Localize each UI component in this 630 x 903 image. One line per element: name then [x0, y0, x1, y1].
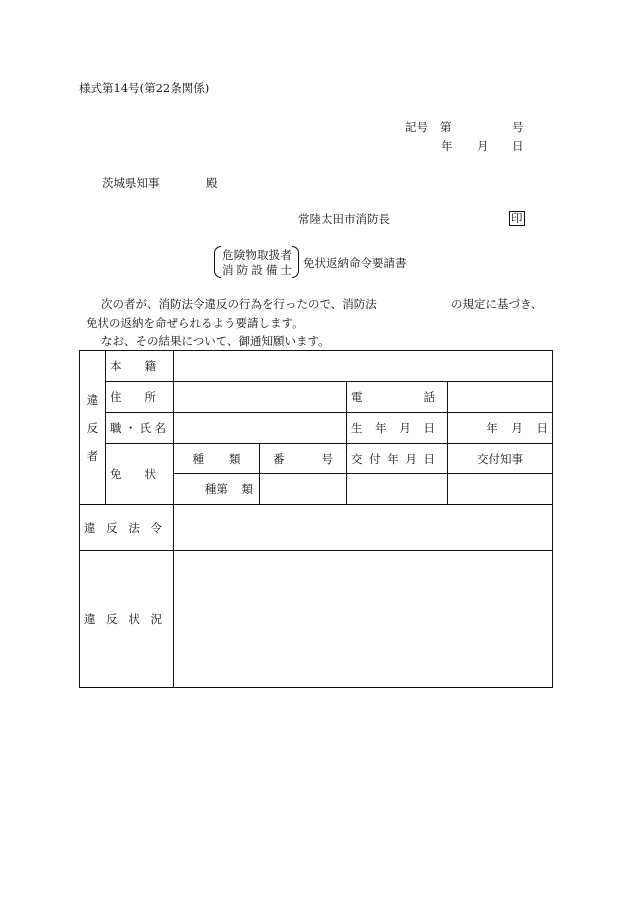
shu-dai-rui-cell: [174, 474, 260, 505]
birth-ymd: 年 月 日: [486, 421, 548, 435]
right-bracket: [292, 246, 299, 278]
body-line1-a: 次の者が、消防法令違反の行為を行ったので、消防法: [101, 297, 377, 311]
date-month: 月: [477, 139, 489, 153]
kofu-chiji-label: 交付知事: [477, 451, 523, 466]
denwa-value: [448, 382, 553, 413]
ref-go: 号: [512, 120, 524, 134]
shimei-label: 職・氏名: [110, 421, 166, 435]
ihan-jokyo-label-cell: [80, 551, 174, 688]
menjo-label: 免状: [110, 467, 156, 481]
denwa-label-cell: [347, 382, 448, 413]
shu-dai-rui: 種第 類: [204, 482, 253, 496]
jusho-label: 住所: [110, 390, 156, 404]
form-number: 様式第14号(第22条関係): [79, 81, 210, 95]
shurui-label: 種類: [192, 451, 241, 466]
kofu-chiji-label-cell: [448, 444, 553, 474]
violator-char-3: 者: [86, 448, 99, 463]
document-title: 免状返納命令要請書: [303, 256, 407, 270]
honseki-value: [174, 351, 553, 382]
sender-name: 常陸太田市消防長: [298, 212, 390, 226]
violator-char-2: 反: [86, 420, 99, 435]
title-bracket-line1: 危険物取扱者: [222, 248, 292, 262]
kofu-date-label-cell: [347, 444, 448, 474]
kofu-date-label: 交付年月日: [351, 451, 435, 466]
honseki-label: 本籍: [110, 359, 156, 373]
kofu-chiji-value: [448, 474, 553, 505]
birth-value: [448, 413, 553, 444]
date-year: 年: [441, 139, 453, 153]
addressee-honorific: 殿: [206, 176, 218, 190]
ref-label: 記号: [405, 120, 428, 134]
violator-cell: [80, 351, 106, 505]
bango-label-cell: [260, 444, 347, 474]
title-bracket-line2: 消防設備士: [222, 263, 292, 277]
body-line1-b: の規定に基づき、: [451, 297, 543, 311]
left-bracket: [214, 246, 221, 278]
jusho-label-cell: [106, 382, 174, 413]
seal-mark: 印: [511, 211, 523, 225]
violator-char-1: 違: [86, 392, 99, 407]
jusho-value: [174, 382, 347, 413]
bango-value: [260, 474, 347, 505]
honseki-label-cell: [106, 351, 174, 382]
ref-dai: 第: [440, 120, 452, 134]
ihan-horei-label-cell: [80, 505, 174, 551]
date-day: 日: [512, 139, 524, 153]
bango-label: 番号: [273, 451, 333, 466]
birth-label-cell: [347, 413, 448, 444]
request-table: [79, 350, 553, 688]
ihan-horei-label: 違反法令: [84, 520, 162, 535]
addressee-name: 茨城県知事: [102, 176, 160, 190]
ihan-jokyo-value: [174, 551, 553, 688]
denwa-label: 電話: [351, 390, 435, 404]
menjo-label-cell: [106, 444, 174, 505]
body-line2: 免状の返納を命ぜられるよう要請します。: [86, 316, 304, 330]
ihan-jokyo-label: 違反状況: [84, 612, 162, 626]
kofu-date-value: [347, 474, 448, 505]
shimei-label-cell: [106, 413, 174, 444]
shurui-label-cell: [174, 444, 260, 474]
birth-label: 生年月日: [351, 421, 435, 435]
shimei-value: [174, 413, 347, 444]
ihan-horei-value: [174, 505, 553, 551]
body-line3: なお、その結果について、御通知願います。: [101, 334, 330, 348]
